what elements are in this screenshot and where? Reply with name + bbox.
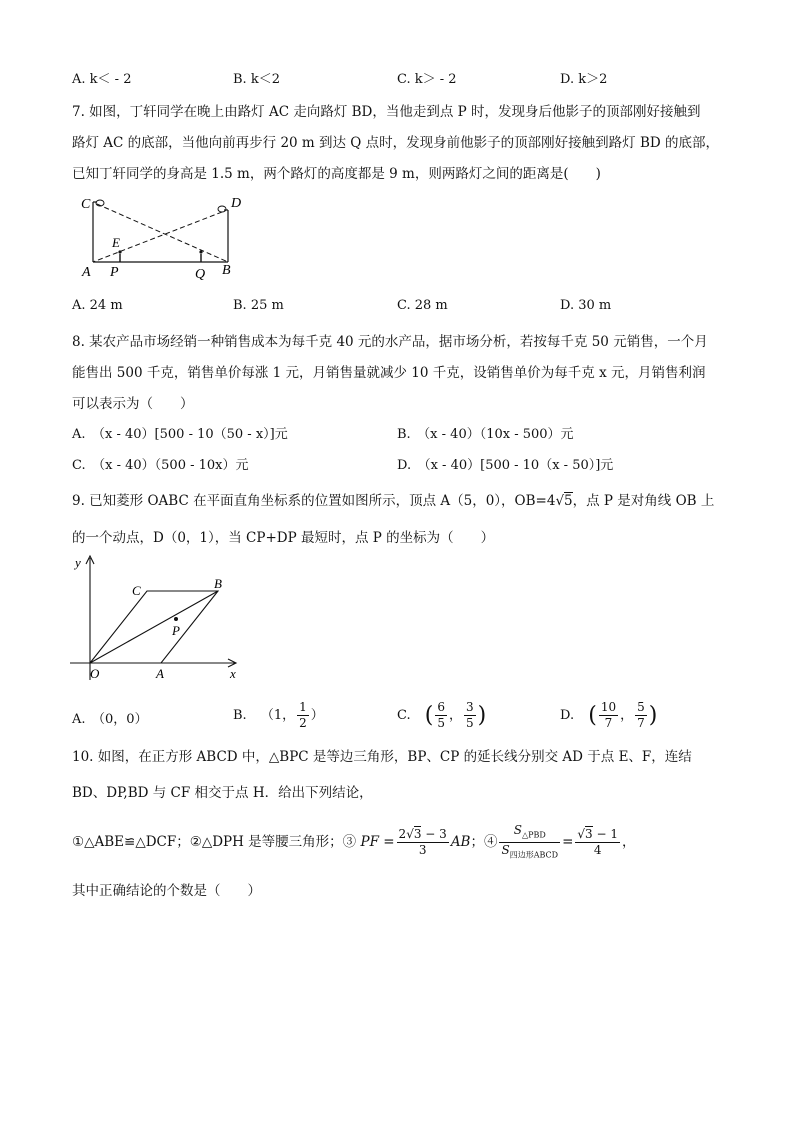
q7-option-d: D. 30 m	[560, 298, 612, 313]
q6-option-d: D. k＞2	[560, 72, 608, 87]
q6-option-a: A. k＜ - 2	[72, 72, 132, 87]
label-y: y	[75, 555, 81, 570]
q9-option-b	[233, 700, 324, 731]
label-x: x	[230, 666, 236, 681]
q9-line-1-pre: 9. 已知菱形 OABC 在平面直角坐标系的位置如图所示，顶点 A（5，0），OB=4	[72, 493, 556, 509]
label-p: P	[110, 265, 119, 280]
q9-line-2: 的一个动点，D（0，1），当 CP+DP 最短时，点 P 的坐标为（ ）	[72, 530, 495, 546]
label-a: A	[156, 666, 164, 681]
q6-option-b: B. k＜2	[233, 72, 280, 87]
q9-line-1	[72, 489, 714, 509]
label-e: E	[112, 235, 120, 250]
q8-line-1: 8. 某农产品市场经销一种销售成本为每千克 40 元的水产品，据市场分析，若按每千克 50 元销售，一个月	[72, 334, 708, 350]
person-at-p-icon	[118, 250, 121, 262]
label-a: A	[82, 265, 91, 280]
label-d: D	[231, 196, 242, 211]
q8-line-2: 能售出 500 千克，销售单价每涨 1 元，月销售量就减少 10 千克，设销售单价为每千克 x 元，月销售利润	[72, 365, 706, 381]
q10-conclusions: ①△ABE≌△DCF；②△DPH 是等腰三角形；③ PF = $\frac{2√3 - 3}{3}$ AB；④ $\frac{S_{\triangle PBD}}{S_{四边形ABCD}}$ = $\frac{√3 - 1}{4}$ ，	[72, 822, 636, 862]
q6-option-c: C. k＞ - 2	[397, 72, 457, 87]
sqrt-symbol: √	[555, 493, 565, 509]
diagonal-ob	[90, 591, 218, 663]
label-c: C	[132, 583, 141, 598]
q9-option-a: A. （0，0）	[72, 712, 148, 727]
q9-option-d-label: D.	[560, 708, 575, 723]
q8-option-a: A. （x - 40）[500 - 10（50 - x）]元	[72, 427, 288, 442]
q9-option-c-label: C.	[397, 708, 411, 723]
q7-street-lamp-figure	[72, 190, 252, 282]
person-at-q-icon	[199, 250, 202, 262]
q10-c3-tail: AB	[450, 834, 471, 850]
label-o: O	[90, 666, 100, 681]
label-b: B	[214, 576, 222, 591]
q10-line-4: 其中正确结论的个数是（ ）	[72, 883, 261, 899]
q9-rhombus-figure	[68, 552, 248, 684]
point-p	[174, 617, 178, 621]
q7-line-2: 路灯 AC 的底部，当他向前再步行 20 m 到达 Q 点时，发现身前他影子的顶部刚好接触到路灯 BD 的底部，	[72, 135, 719, 151]
q7-line-3: 已知丁轩同学的身高是 1.5 m，两个路灯的高度都是 9 m，则两路灯之间的距离是( )	[72, 166, 601, 182]
fraction-c3: $\frac{2√3 - 3}{3}$	[398, 827, 447, 857]
q8-option-b: B. （x - 40）（10x - 500）元	[397, 427, 574, 442]
q10-conclusions-1-2: ①△ABE≌△DCF；②△DPH 是等腰三角形；③	[72, 834, 357, 850]
label-p: P	[172, 623, 180, 638]
q9-line-1-post: ，点 P 是对角线 OB 上	[572, 493, 715, 509]
q7-option-c: C. 28 m	[397, 298, 448, 313]
label-q: Q	[195, 267, 206, 282]
fraction-six-fifths: $\frac{6}{5}$	[437, 700, 445, 730]
q10-line-2: BD、DP,BD 与 CF 相交于点 H．给出下列结论，	[72, 785, 373, 801]
q8-option-c: C. （x - 40）（500 - 10x）元	[72, 458, 249, 473]
q9-option-b-label: B.	[233, 708, 247, 723]
fraction-ten-sevenths: $\frac{10}{7}$	[600, 700, 617, 730]
fraction-area-ratio: $\frac{S_{\triangle PBD}}{S_{四边形ABCD}}$	[501, 822, 559, 860]
q7-line-1: 7. 如图，丁轩同学在晚上由路灯 AC 走向路灯 BD，当他走到点 P 时，发现身后他影子的顶部刚好接触到	[72, 104, 701, 120]
q7-option-b: B. 25 m	[233, 298, 284, 313]
fraction-c4-rhs: $\frac{√3 - 1}{4}$	[577, 827, 618, 857]
fraction-one-half: $\frac{1}{2}$	[299, 700, 307, 730]
label-c: C	[81, 197, 91, 212]
q9-option-b-close: ）	[310, 708, 324, 723]
q8-option-d: D. （x - 40）[500 - 10（x - 50）]元	[397, 458, 614, 473]
q7-option-a: A. 24 m	[72, 298, 123, 313]
q9-option-b-open: （1，	[260, 708, 296, 723]
q8-line-3: 可以表示为（ ）	[72, 396, 194, 412]
q10-sep-4: ；④	[470, 834, 498, 850]
fraction-five-sevenths: $\frac{5}{7}$	[637, 700, 645, 730]
q9-sqrt-arg: 5	[564, 493, 573, 509]
fraction-three-fifths: $\frac{3}{5}$	[466, 700, 474, 730]
q10-line-1: 10. 如图，在正方形 ABCD 中，△BPC 是等边三角形，BP、CP 的延长线分别交 AD 于点 E、F，连结	[72, 749, 692, 765]
label-b: B	[222, 263, 231, 278]
q9-option-c: C. ( $\frac{6}{5}$ ， $\frac{3}{5}$ )	[397, 700, 487, 730]
q9-option-d: D. ( $\frac{10}{7}$ ， $\frac{5}{7}$ )	[560, 700, 658, 730]
lamp-d-icon	[218, 206, 226, 212]
q10-c3-lhs: PF =	[360, 834, 395, 850]
